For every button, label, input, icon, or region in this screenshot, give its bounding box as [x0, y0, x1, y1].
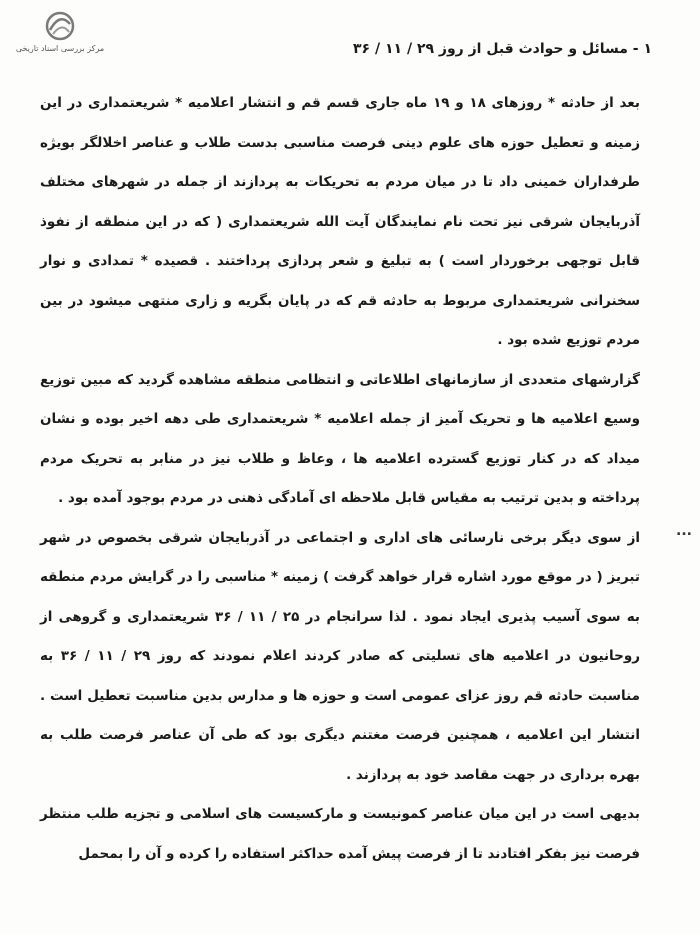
paragraph-3: از سوی دیگر برخی نارسائی های اداری و اجتماعی در آذربایجان شرقی بخصوص در شهر تبریز ( در موقع مورد اشاره قرار خواهد گرفت ) زمینه * مناسبی را در گرایش مردم منطقه به سوی آسیب پذیری ایجاد نمود . لذا سرانجام در ۲۵ / ۱۱ / ۳۶ شریعتمداری و گروهی از روحانیون در اعلامیه های تسلیتی که صادر کردند اعلام نمودند که روز ۲۹ / ۱۱ / ۳۶ به مناسبت حادثه قم روز عزای عمومی است و حوزه ها و مدارس بدین مناسبت تعطیل است . انتشار این اعلامیه ، همچنین فرصت مغتنم دیگری بود که طی آن عناصر فرصت طلب به بهره برداری در جهت مقاصد خود به پردازند .	[40, 529, 640, 783]
logo-caption: مرکز بررسی اسناد تاریخی	[15, 44, 105, 53]
document-body	[30, 38, 692, 874]
margin-marks: ...	[676, 522, 692, 539]
paragraph-4: بدیهی است در این میان عناصر کمونیست و مارکسیست های اسلامی و تجزیه طلب منتظر فرصت نیز بفکر افتادند تا از فرصت پیش آمده حداکثر استفاده را کرده و آن را بمحمل	[40, 806, 640, 862]
paragraph-2: گزارشهای متعددی از سازمانهای اطلاعاتی و انتظامی منطقه مشاهده گردید که مبین توزیع وسیع اعلامیه ها و تحریک آمیز از جمله اعلامیه * شریعتمداری طی دهه اخیر بوده و نشان میداد که در کنار توزیع گسترده اعلامیه ها ، وعاظ و طلاب نیز در منابر به تحریک مردم پرداخته و بدین ترتیب به مقیاس قابل ملاحظه ای آمادگی ذهنی در مردم بوجود آمده بود .	[40, 371, 640, 506]
section-heading: ۱ - مسائل و حوادث قبل از روز ۲۹ / ۱۱ / ۳۶	[353, 41, 652, 57]
paragraph-1: بعد از حادثه * روزهای ۱۸ و ۱۹ ماه جاری قسم قم و انتشار اعلامیه * شریعتمداری در این زمینه و تعطیل حوزه های علوم دینی فرصت مناسبی بدست طلاب و عناصر اخلالگر بویژه طرفداران خمینی داد تا در میان مردم به تحریکات به پردازند از جمله در شهرهای مختلف آذربایجان شرقی نیز تحت نام نمایندگان آیت الله شریعتمداری ( که در این منطقه از نفوذ قابل توجهی برخوردار است ) به تبلیغ و شعر پردازی پرداختند . قصیده * تمدادی و نوار سخنرانی شریعتمداری مربوط به حادثه قم که در پایان بگریه و زاری منتهی میشود در بین مردم توزیع شده بود .	[40, 95, 640, 348]
